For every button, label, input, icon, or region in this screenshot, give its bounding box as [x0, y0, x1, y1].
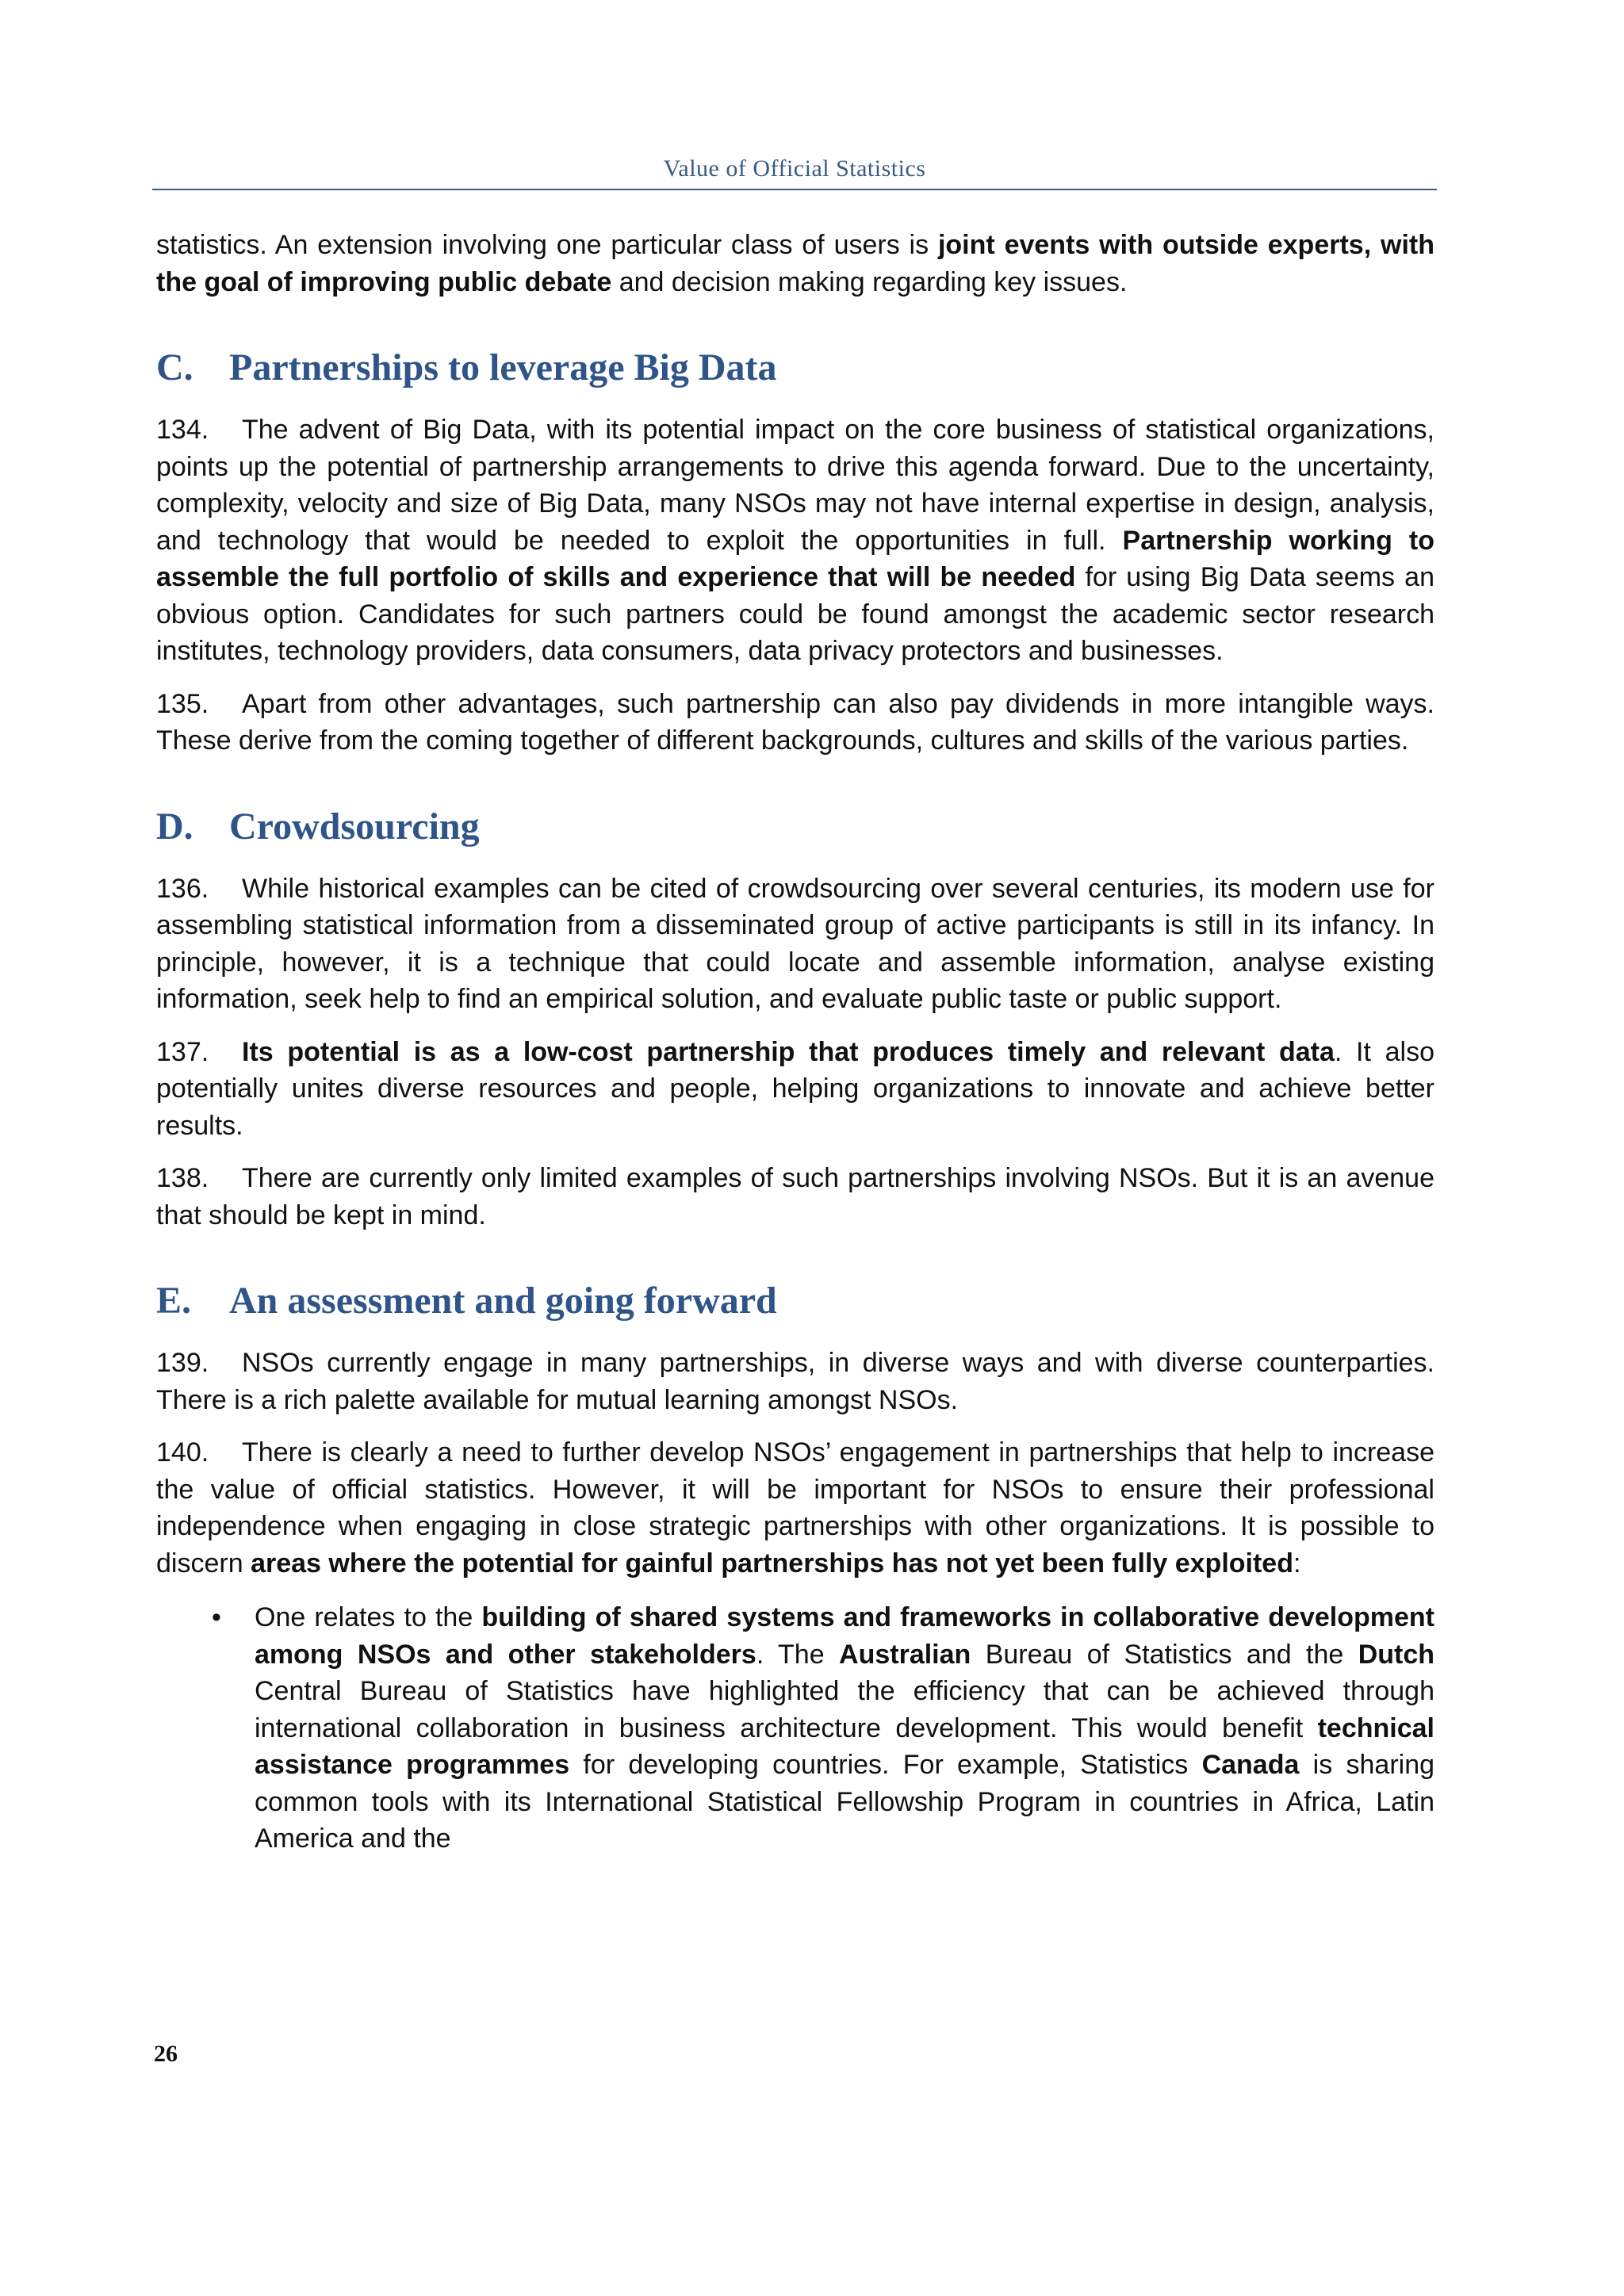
paragraph-136: 136. While historical examples can be cited of crowdsourcing over several centuries, its modern use for assembling statistical information from a disseminated group of active participants is still in its infancy. In principle, however, it is a technique that could locate and assemble information, analyse existing information, seek help to find an empirical solution, and evaluate public taste or public support.	[156, 871, 1434, 1018]
section-title: Crowdsourcing	[229, 805, 480, 848]
section-letter: E.	[156, 1280, 192, 1322]
section-heading-c	[156, 345, 1434, 391]
paragraph-134: 134. The advent of Big Data, with its potential impact on the core business of statistical organizations, points up the potential of partnership arrangements to drive this agenda forward. Due to the uncertainty, complexity, velocity and size of Big Data, many NSOs may not have internal expertise in design, analysis, and technology that would be needed to exploit the opportunities in full. Partnership working to assemble the full portfolio of skills and experience that will be needed for using Big Data seems an obvious option. Candidates for such partners could be found amongst the academic sector research institutes, technology providers, data consumers, data privacy protectors and businesses.	[156, 411, 1434, 670]
page-content	[156, 227, 1434, 1858]
paragraph-number: 135.	[156, 688, 209, 719]
paragraph-number: 134.	[156, 415, 209, 445]
paragraph-number: 137.	[156, 1036, 209, 1067]
section-heading-e	[156, 1278, 1434, 1324]
paragraph-138: 138. There are currently only limited examples of such partnerships involving NSOs. But it is an avenue that should be kept in mind.	[156, 1160, 1434, 1234]
section-title: Partnerships to leverage Big Data	[229, 346, 777, 388]
section-letter: D.	[156, 805, 193, 848]
running-header: Value of Official Statistics	[663, 155, 926, 182]
paragraph-number: 138.	[156, 1163, 209, 1193]
section-letter: C.	[156, 346, 193, 388]
paragraph-139: 139. NSOs currently engage in many partnerships, in diverse ways and with diverse counterparties. There is a rich palette available for mutual learning amongst NSOs.	[156, 1345, 1434, 1418]
paragraph-number: 139.	[156, 1348, 209, 1378]
section-title: An assessment and going forward	[229, 1280, 777, 1322]
section-heading-d	[156, 804, 1434, 850]
intro-paragraph: statistics. An extension involving one particular class of users is joint events with outside experts, with the goal of improving public debate and decision making regarding key issues.	[156, 230, 1434, 297]
paragraph-137: 137. Its potential is as a low-cost partnership that produces timely and relevant data. It also potentially unites diverse resources and people, helping organizations to innovate and achieve better results.	[156, 1034, 1434, 1145]
paragraph-number: 136.	[156, 873, 209, 904]
header-rule	[152, 189, 1437, 190]
paragraph-number: 140.	[156, 1437, 209, 1468]
bullet-point-icon: •	[212, 1602, 221, 1632]
paragraph-140: 140. There is clearly a need to further develop NSOs’ engagement in partnerships that help to increase the value of official statistics. However, it will be important for NSOs to ensure their professional independence when engaging in close strategic partnerships with other organizations. It is possible to discern areas where the potential for gainful partnerships has not yet been fully exploited:	[156, 1434, 1434, 1582]
bullet-item: • One relates to the building of shared systems and frameworks in collaborative development among NSOs and other stakeholders. The Australian Bureau of Statistics and the Dutch Central Bureau of Statistics have highlighted the efficiency that can be achieved through international collaboration in business architecture development. This would benefit technical assistance programmes for developing countries. For example, Statistics Canada is sharing common tools with its International Statistical Fellowship Program in countries in Africa, Latin America and the	[156, 1599, 1434, 1858]
page-number: 26	[154, 2041, 178, 2067]
paragraph-135: 135. Apart from other advantages, such partnership can also pay dividends in more intangible ways. These derive from the coming together of different backgrounds, cultures and skills of the various parties.	[156, 686, 1434, 760]
